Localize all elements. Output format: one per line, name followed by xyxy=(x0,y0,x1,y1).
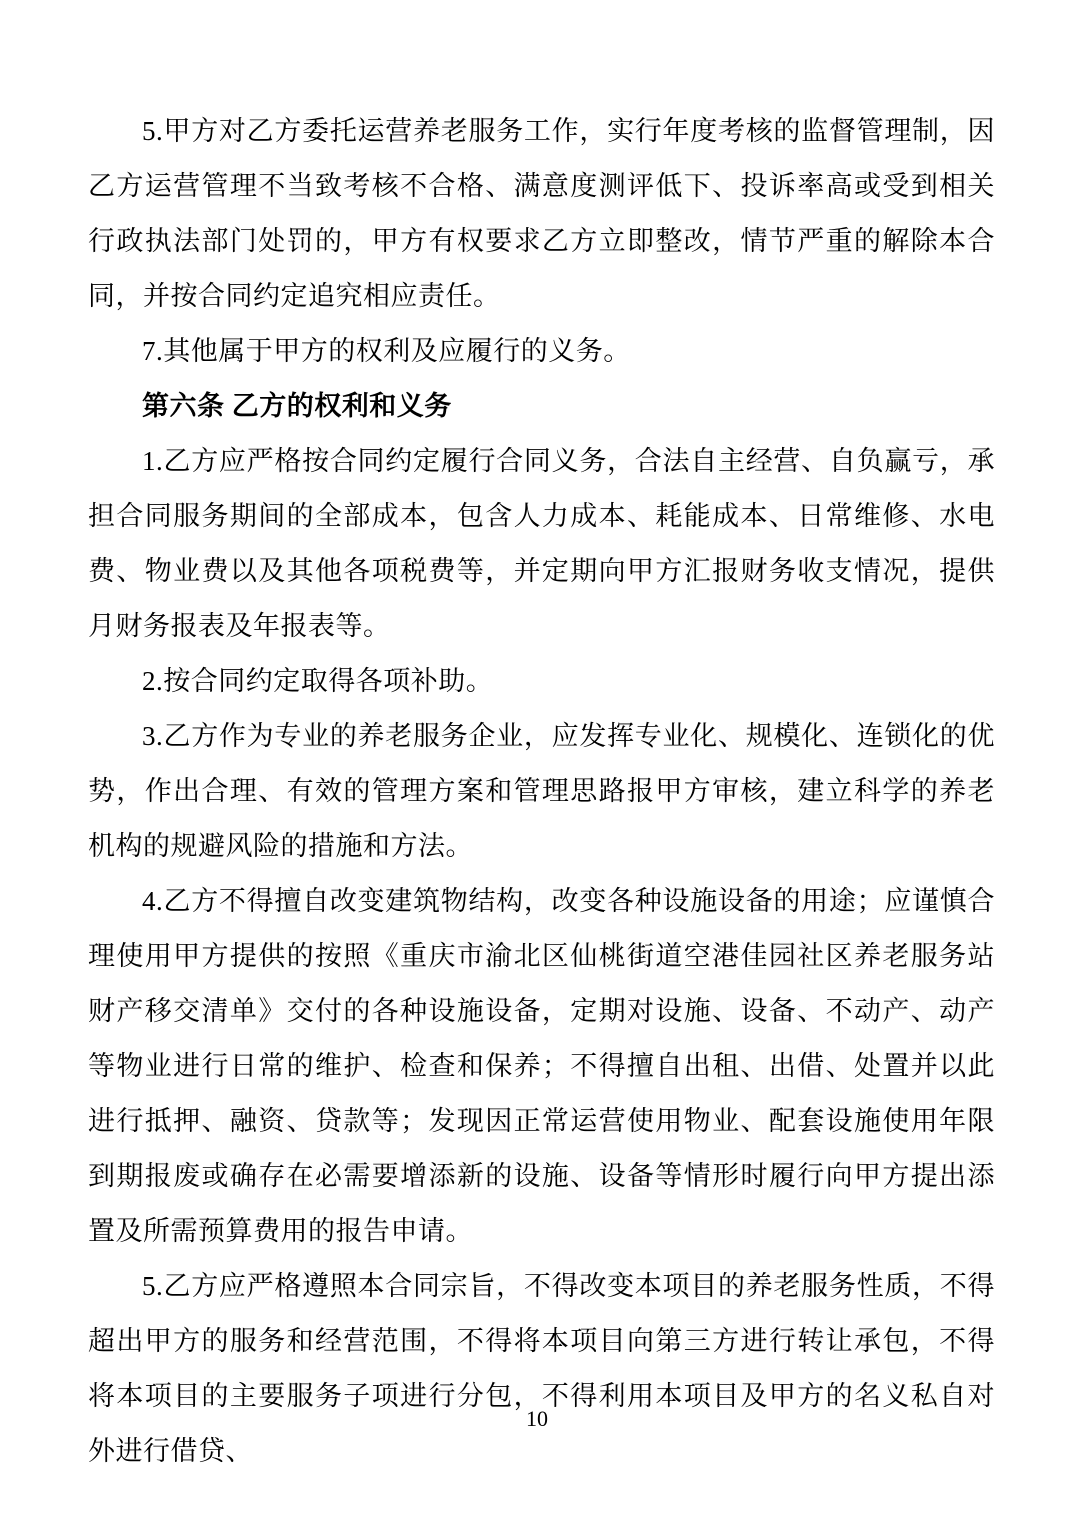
section-heading: 第六条 乙方的权利和义务 xyxy=(142,391,452,421)
paragraph: 3.乙方作为专业的养老服务企业，应发挥专业化、规模化、连锁化的优势，作出合理、有效的管理方案和管理思路报甲方审核，建立科学的养老机构的规避风险的措施和方法。 xyxy=(88,721,995,861)
paragraph: 5.甲方对乙方委托运营养老服务工作，实行年度考核的监督管理制，因乙方运营管理不当致考核不合格、满意度测评低下、投诉率高或受到相关行政执法部门处罚的，甲方有权要求乙方立即整改，情节严重的解除本合同，并按合同约定追究相应责任。 xyxy=(88,116,995,311)
paragraph: 5.乙方应严格遵照本合同宗旨，不得改变本项目的养老服务性质，不得超出甲方的服务和经营范围，不得将本项目向第三方进行转让承包，不得将本项目的主要服务子项进行分包，不得利用本项目及甲方的名义私自对外进行借贷、 xyxy=(88,1271,995,1466)
paragraph: 1.乙方应严格按合同约定履行合同义务，合法自主经营、自负赢亏，承担合同服务期间的全部成本，包含人力成本、耗能成本、日常维修、水电费、物业费以及其他各项税费等，并定期向甲方汇报财务收支情况，提供月财务报表及年报表等。 xyxy=(88,446,995,641)
paragraph: 7.其他属于甲方的权利及应履行的义务。 xyxy=(142,336,631,366)
document-body xyxy=(88,104,995,1479)
paragraph: 2.按合同约定取得各项补助。 xyxy=(142,666,494,696)
paragraph: 4.乙方不得擅自改变建筑物结构，改变各种设施设备的用途；应谨慎合理使用甲方提供的按照《重庆市渝北区仙桃街道空港佳园社区养老服务站财产移交清单》交付的各种设施设备，定期对设施、设备、不动产、动产等物业进行日常的维护、检查和保养；不得擅自出租、出借、处置并以此进行抵押、融资、贷款等；发现因正常运营使用物业、配套设施使用年限到期报废或确存在必需要增添新的设施、设备等情形时履行向甲方提出添置及所需预算费用的报告申请。 xyxy=(88,886,995,1246)
page-number: 10 xyxy=(526,1406,548,1431)
